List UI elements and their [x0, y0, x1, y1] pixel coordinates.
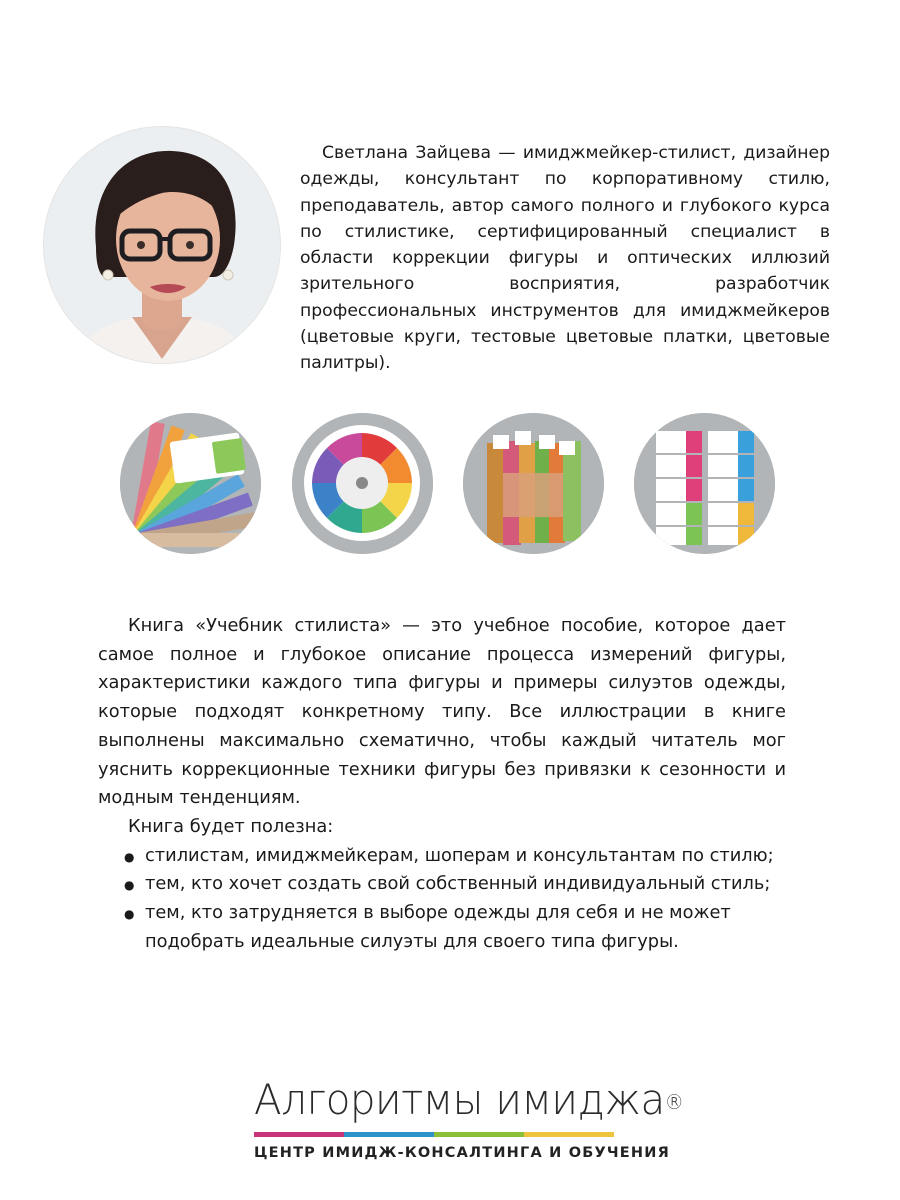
audience-list [98, 842, 786, 957]
product-color-wheel-image [292, 413, 433, 554]
author-bio-text: Светлана Зайцева — имиджмейкер-стилист, дизайнер одежды, консультант по корпоративному стилю, преподаватель, автор самого полного и глубокого курса по стилистике, сертифицированный специалист в области коррекции фигуры и оптических иллюзий зрительного восприятия, разработчик профессиональных инструментов для имиджмейкеров (цветовые круги, тестовые цветовые платки, цветовые палитры). [300, 143, 830, 374]
usefulness-heading: Книга будет полезна: [128, 815, 334, 837]
stripe-segment-yellow [524, 1132, 614, 1137]
product-gallery [0, 413, 900, 558]
stripe-segment-magenta [254, 1132, 344, 1137]
logo-name-text: Алгоритмы имиджа [254, 1075, 665, 1124]
registered-mark: ® [664, 1090, 684, 1114]
logo-wordmark [254, 1075, 684, 1124]
author-portrait-image [44, 127, 280, 363]
audience-list-item: ● стилистам, имиджмейкерам, шоперам и консультантам по стилю; [98, 842, 786, 871]
stripe-segment-green [434, 1132, 524, 1137]
audience-list-item: ● тем, кто затрудняется в выборе одежды для себя и не может подобрать идеальные силуэты для своего типа фигуры. [98, 899, 786, 956]
author-bio [300, 140, 830, 377]
book-description [98, 612, 786, 956]
product-color-palettes-image [634, 413, 775, 554]
description-paragraph: Книга «Учебник стилиста» — это учебное пособие, которое дает самое полное и глубокое описание процесса измерений фигуры, характеристики каждого типа фигуры и примеры силуэтов одежды, которые подходят конкретному типу. Все иллюстрации в книге выполнены максимально схематично, чтобы каждый читатель мог уяснить коррекционные техники фигуры без привязки к сезонности и модным тенденциям. [98, 615, 786, 809]
product-color-fan-image [120, 413, 261, 554]
logo-subtitle: ЦЕНТР ИМИДЖ-КОНСАЛТИНГА И ОБУЧЕНИЯ [254, 1145, 670, 1161]
product-color-drapes-image [463, 413, 604, 554]
publisher-logo [254, 1075, 684, 1161]
author-portrait [44, 127, 280, 363]
logo-color-stripe [254, 1132, 614, 1137]
stripe-segment-blue [344, 1132, 434, 1137]
audience-list-item: ● тем, кто хочет создать свой собственный индивидуальный стиль; [98, 870, 786, 899]
